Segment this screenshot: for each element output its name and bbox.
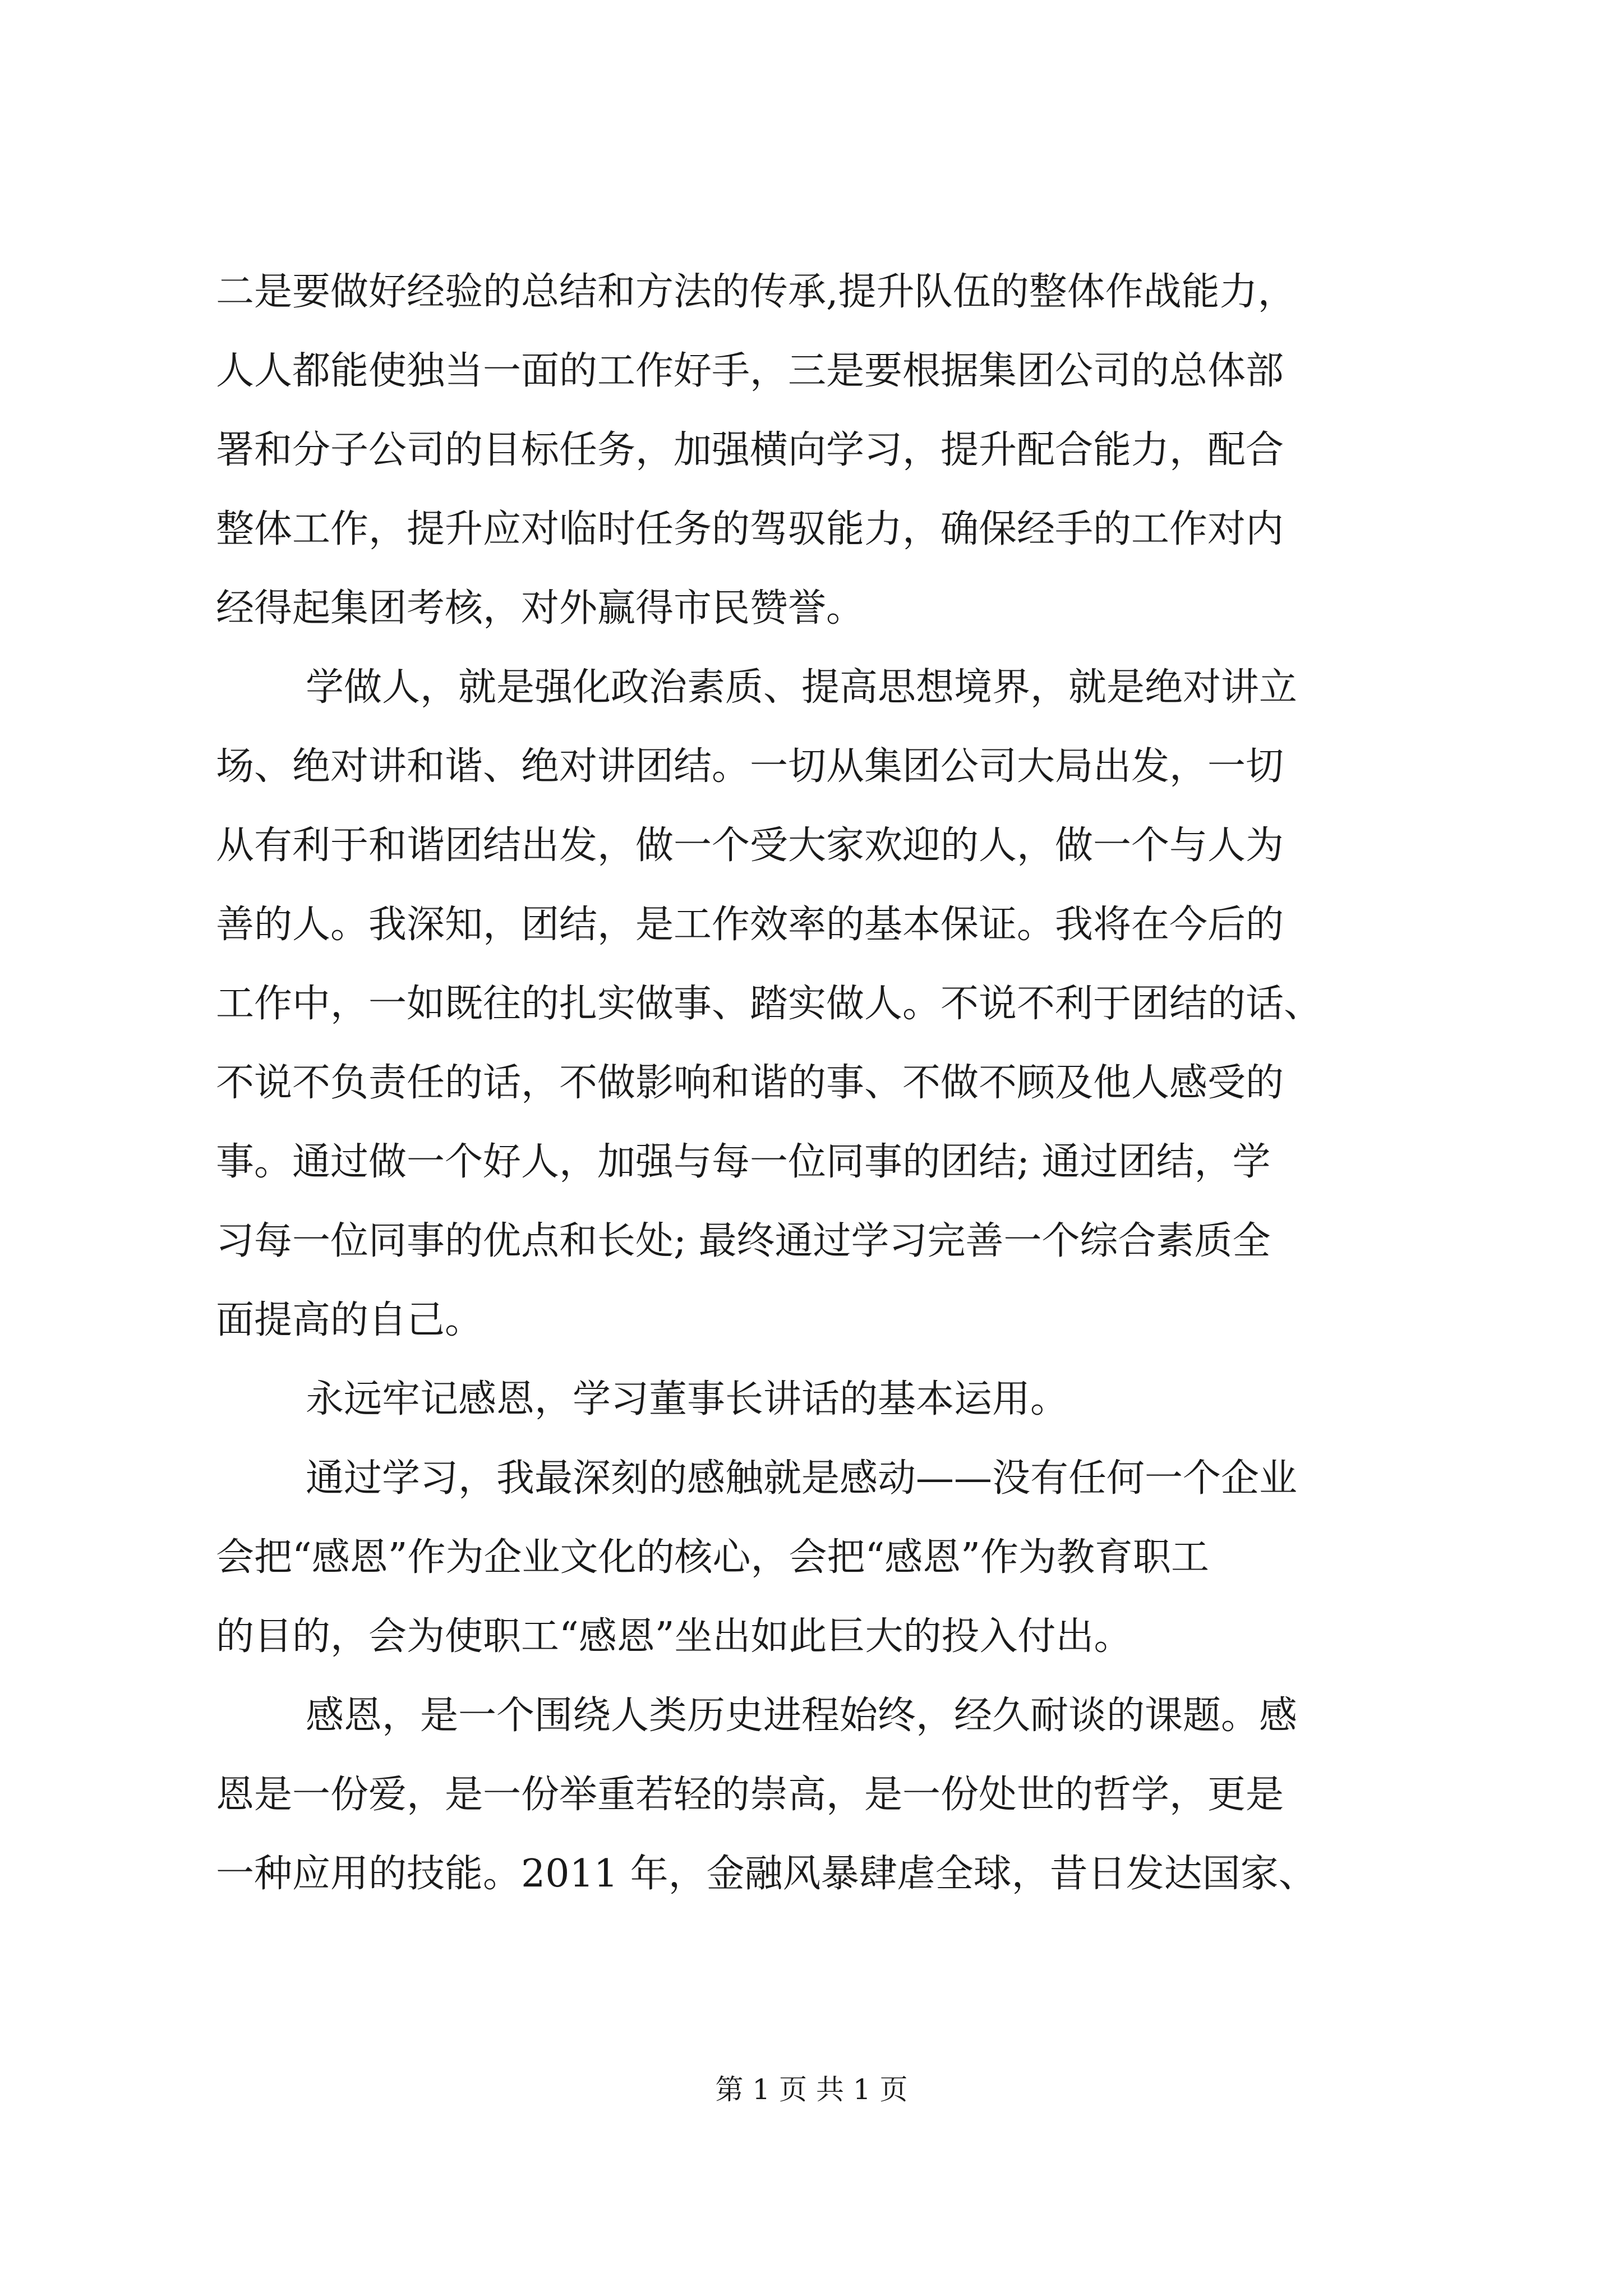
text-line: 署和分子公司的目标任务，加强横向学习，提升配合能力，配合 xyxy=(216,428,1284,472)
paragraph-start-line: 永远牢记感恩，学习董事长讲话的基本运用。 xyxy=(306,1377,1069,1421)
paragraph-start-line: 感恩，是一个围绕人类历史进程始终，经久耐谈的课题。感 xyxy=(306,1694,1298,1738)
text-line: 工作中，一如既往的扎实做事、踏实做人。不说不利于团结的话、 xyxy=(216,982,1322,1026)
text-line: 善的人。我深知，团结，是工作效率的基本保证。我将在今后的 xyxy=(216,903,1284,947)
text-line: 人人都能使独当一面的工作好手，三是要根据集团公司的总体部 xyxy=(216,349,1284,393)
text-line: 二是要做好经验的总结和方法的传承,提升队伍的整体作战能力， xyxy=(216,270,1296,314)
text-line: 经得起集团考核，对外赢得市民赞誉。 xyxy=(216,586,865,631)
page-footer xyxy=(0,2070,1623,2109)
page-number-label: 第 1 页 共 1 页 xyxy=(715,2073,908,2106)
text-line: 从有利于和谐团结出发，做一个受大家欢迎的人，做一个与人为 xyxy=(216,823,1284,868)
text-line: 事。通过做一个好人，加强与每一位同事的团结; 通过团结，学 xyxy=(216,1140,1271,1184)
text-line: 面提高的自己。 xyxy=(216,1298,483,1342)
text-line: 会把“感恩”作为企业文化的核心，会把“感恩”作为教育职工 xyxy=(216,1535,1210,1580)
text-line: 不说不负责任的话，不做影响和谐的事、不做不顾及他人感受的 xyxy=(216,1061,1284,1105)
text-line: 的目的，会为使职工“感恩”坐出如此巨大的投入付出。 xyxy=(216,1614,1132,1659)
paragraph-start-line: 通过学习，我最深刻的感触就是感动——没有任何一个企业 xyxy=(306,1456,1298,1501)
text-line: 场、绝对讲和谐、绝对讲团结。一切从集团公司大局出发，一切 xyxy=(216,744,1284,789)
text-line: 一种应用的技能。2011 年，金融风暴肆虐全球，昔日发达国家、 xyxy=(216,1852,1317,1896)
document-body xyxy=(216,252,1416,1913)
text-line: 恩是一份爱，是一份举重若轻的崇高，是一份处世的哲学，更是 xyxy=(216,1773,1284,1817)
text-line: 习每一位同事的优点和长处; 最终通过学习完善一个综合素质全 xyxy=(216,1219,1271,1263)
paragraph-start-line: 学做人，就是强化政治素质、提高思想境界，就是绝对讲立 xyxy=(306,665,1298,710)
text-line: 整体工作，提升应对临时任务的驾驭能力，确保经手的工作对内 xyxy=(216,507,1284,551)
